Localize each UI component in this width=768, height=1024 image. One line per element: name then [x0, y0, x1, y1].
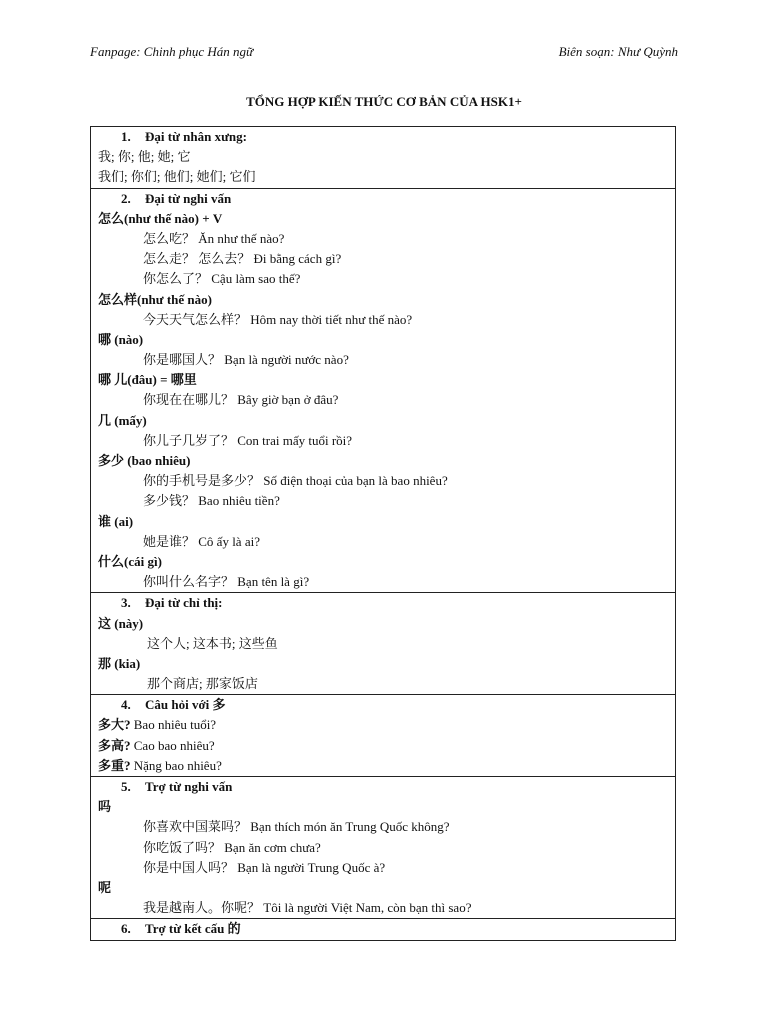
- section-2: [91, 189, 675, 594]
- section-title: Trợ từ kết cấu 的: [145, 921, 241, 937]
- section-title: Đại từ nghi vấn: [145, 190, 232, 206]
- example-line: 你喜欢中国菜吗？ Bạn thích món ăn Trung Quốc không?: [143, 819, 450, 835]
- section-number: 6.: [121, 921, 131, 937]
- keyword-ne: 呢: [98, 879, 112, 895]
- example-line: 怎么吃？ Ăn như thế nào?: [143, 230, 285, 246]
- question-meaning: Bao nhiêu tuổi?: [130, 717, 217, 733]
- section-title: Trợ từ nghi vấn: [145, 779, 233, 794]
- question-keyword: 多重?: [98, 757, 131, 773]
- keyword-naer: 哪 儿(đâu) = 哪里: [98, 372, 197, 388]
- question-keyword: 多高?: [98, 737, 131, 753]
- example-line: 你叫什么名字？ Bạn tên là gì?: [143, 574, 310, 590]
- question-meaning: Cao bao nhiêu?: [130, 737, 215, 753]
- example-line: 那个商店; 那家饭店: [147, 676, 258, 692]
- keyword-ma: 吗: [98, 799, 112, 815]
- header-author: Biên soạn: Như Quỳnh: [558, 44, 678, 59]
- keyword-duoshao: 多少 (bao nhiêu): [98, 453, 191, 468]
- example-line: 这个人; 这本书; 这些鱼: [147, 635, 278, 651]
- pronouns-plural: 我们; 你们; 他们; 她们; 它们: [98, 169, 256, 185]
- example-line: 怎么走？ 怎么去？ Đi bằng cách gì?: [143, 251, 342, 267]
- keyword-na-that: 那 (kia): [98, 655, 141, 671]
- question-keyword: 多大?: [98, 717, 131, 733]
- section-heading: [91, 593, 675, 613]
- section-heading: [91, 695, 675, 715]
- pronouns-singular: 我; 你; 他; 她; 它: [98, 149, 191, 165]
- section-title: Câu hỏi với 多: [145, 697, 226, 713]
- example-line: 多少钱？ Bao nhiêu tiền?: [143, 493, 280, 509]
- keyword-ji: 几 (mấy): [98, 412, 147, 428]
- example-line: 今天天气怎么样？ Hôm nay thời tiết như thế nào?: [143, 311, 413, 327]
- keyword-shei: 谁 (ai): [98, 513, 134, 529]
- example-line: 你是中国人吗？ Bạn là người Trung Quốc à?: [143, 859, 386, 875]
- section-number: 1.: [121, 129, 131, 144]
- section-number: 4.: [121, 697, 131, 713]
- section-6: [91, 919, 675, 939]
- section-title: Đại từ chỉ thị:: [145, 595, 223, 611]
- section-4: [91, 695, 675, 777]
- question-row: [91, 736, 675, 756]
- keyword-zenme: 怎么(như thế nào) + V: [98, 210, 223, 226]
- page-title: TỔNG HỢP KIẾN THỨC CƠ BẢN CỦA HSK1+: [246, 94, 522, 109]
- section-number: 5.: [121, 779, 131, 794]
- section-title: Đại từ nhân xưng:: [145, 129, 247, 144]
- keyword-shenme: 什么(cái gì): [98, 553, 162, 569]
- section-number: 2.: [121, 190, 131, 206]
- example-line: 她是谁？ Cô ấy là ai?: [143, 533, 260, 549]
- content-table: [90, 126, 676, 941]
- section-number: 3.: [121, 595, 131, 611]
- keyword-zhe: 这 (này): [98, 615, 144, 631]
- keyword-na: 哪 (nào): [98, 331, 144, 347]
- section-5: [91, 777, 675, 919]
- section-3: [91, 593, 675, 695]
- header-fanpage: Fanpage: Chinh phục Hán ngữ: [90, 44, 254, 59]
- section-heading: [91, 777, 675, 797]
- question-meaning: Nặng bao nhiêu?: [130, 757, 222, 773]
- example-line: 你儿子几岁了？ Con trai mấy tuổi rồi?: [143, 432, 353, 448]
- section-1: [91, 127, 675, 189]
- question-row: [91, 715, 675, 735]
- question-row: [91, 756, 675, 776]
- example-line: 我是越南人。你呢？ Tôi là người Việt Nam, còn bạn thì sao?: [143, 900, 472, 916]
- section-heading: [91, 189, 675, 209]
- example-line: 你怎么了？ Cậu làm sao thế?: [143, 271, 301, 287]
- section-heading: [91, 127, 675, 147]
- example-line: 你的手机号是多少？ Số điện thoại của bạn là bao nhiêu?: [143, 473, 448, 489]
- example-line: 你是哪国人？ Bạn là người nước nào?: [143, 352, 349, 368]
- example-line: 你吃饭了吗？ Bạn ăn cơm chưa?: [143, 839, 321, 855]
- section-heading: [91, 919, 675, 939]
- example-line: 你现在在哪儿？ Bây giờ bạn ở đâu?: [143, 392, 339, 408]
- keyword-zenmeyang: 怎么样(như thế nào): [98, 291, 212, 307]
